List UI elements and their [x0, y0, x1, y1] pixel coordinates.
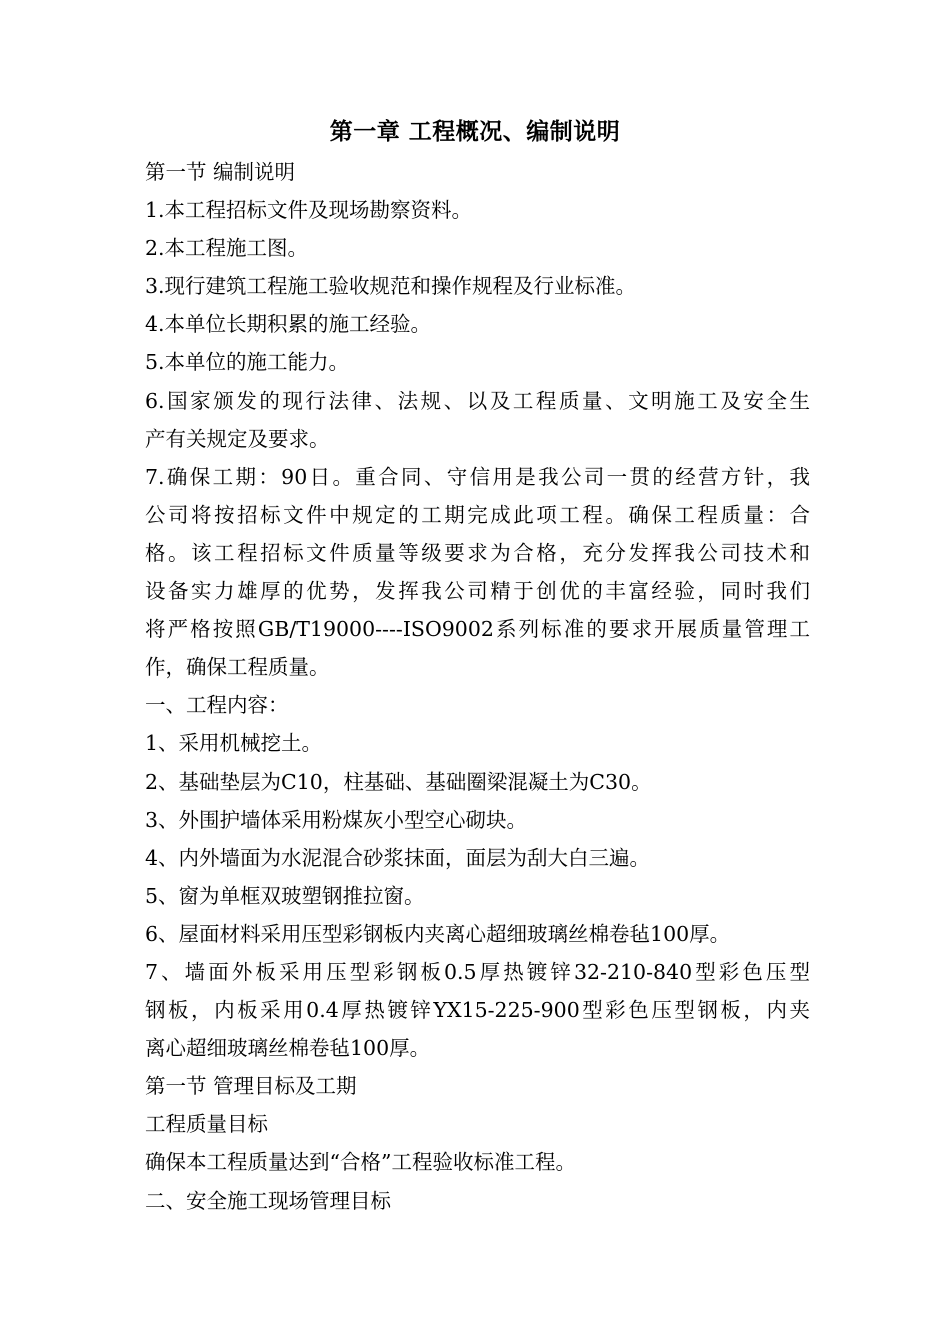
text-line: 公司将按招标文件中规定的工期完成此项工程。确保工程质量：合	[145, 502, 810, 527]
text-line: 将严格按照GB/T19000----ISO9002系列标准的要求开展质量管理工	[145, 617, 810, 642]
text-line: 4.本单位长期积累的施工经验。	[145, 312, 432, 337]
text-line: 第一节 编制说明	[145, 160, 296, 184]
text-line: 作，确保工程质量。	[145, 655, 330, 680]
text-line: 7、墙面外板采用压型彩钢板0.5厚热镀锌32-210-840型彩色压型	[145, 959, 810, 984]
body-text	[145, 153, 810, 1220]
chapter-title: 第一章 工程概况、编制说明	[329, 119, 621, 145]
text-line: 产有关规定及要求。	[145, 426, 330, 451]
text-line: 7.确保工期：90日。重合同、守信用是我公司一贯的经营方针，我	[145, 464, 810, 489]
text-line: 确保本工程质量达到“合格”工程验收标准工程。	[145, 1150, 576, 1175]
text-line: 2、基础垫层为C10，柱基础、基础圈梁混凝土为C30。	[145, 769, 652, 794]
text-line: 1.本工程招标文件及现场勘察资料。	[145, 198, 473, 223]
text-line: 2.本工程施工图。	[145, 236, 309, 261]
text-line: 3.现行建筑工程施工验收规范和操作规程及行业标准。	[145, 274, 637, 299]
text-line: 1、采用机械挖土。	[145, 731, 323, 756]
text-line: 6.国家颁发的现行法律、法规、以及工程质量、文明施工及安全生	[145, 388, 810, 413]
text-line: 设备实力雄厚的优势，发挥我公司精于创优的丰富经验，同时我们	[145, 579, 810, 604]
text-line: 5.本单位的施工能力。	[145, 350, 350, 375]
text-line: 5、窗为单框双玻塑钢推拉窗。	[145, 883, 425, 908]
text-line: 4、内外墙面为水泥混合砂浆抹面，面层为刮大白三遍。	[145, 845, 651, 870]
text-line: 离心超细玻璃丝棉卷毡100厚。	[145, 1036, 431, 1061]
text-line: 6、屋面材料采用压型彩钢板内夹离心超细玻璃丝棉卷毡100厚。	[145, 921, 731, 946]
text-line: 格。该工程招标文件质量等级要求为合格，充分发挥我公司技术和	[145, 540, 810, 565]
text-line: 工程质量目标	[145, 1112, 268, 1137]
text-line: 钢板，内板采用0.4厚热镀锌YX15-225-900型彩色压型钢板，内夹	[145, 998, 810, 1023]
text-line: 第一节 管理目标及工期	[145, 1074, 357, 1099]
text-line: 二、安全施工现场管理目标	[145, 1188, 391, 1213]
text-line: 3、外围护墙体采用粉煤灰小型空心砌块。	[145, 807, 528, 832]
text-line: 一、工程内容：	[145, 693, 289, 718]
